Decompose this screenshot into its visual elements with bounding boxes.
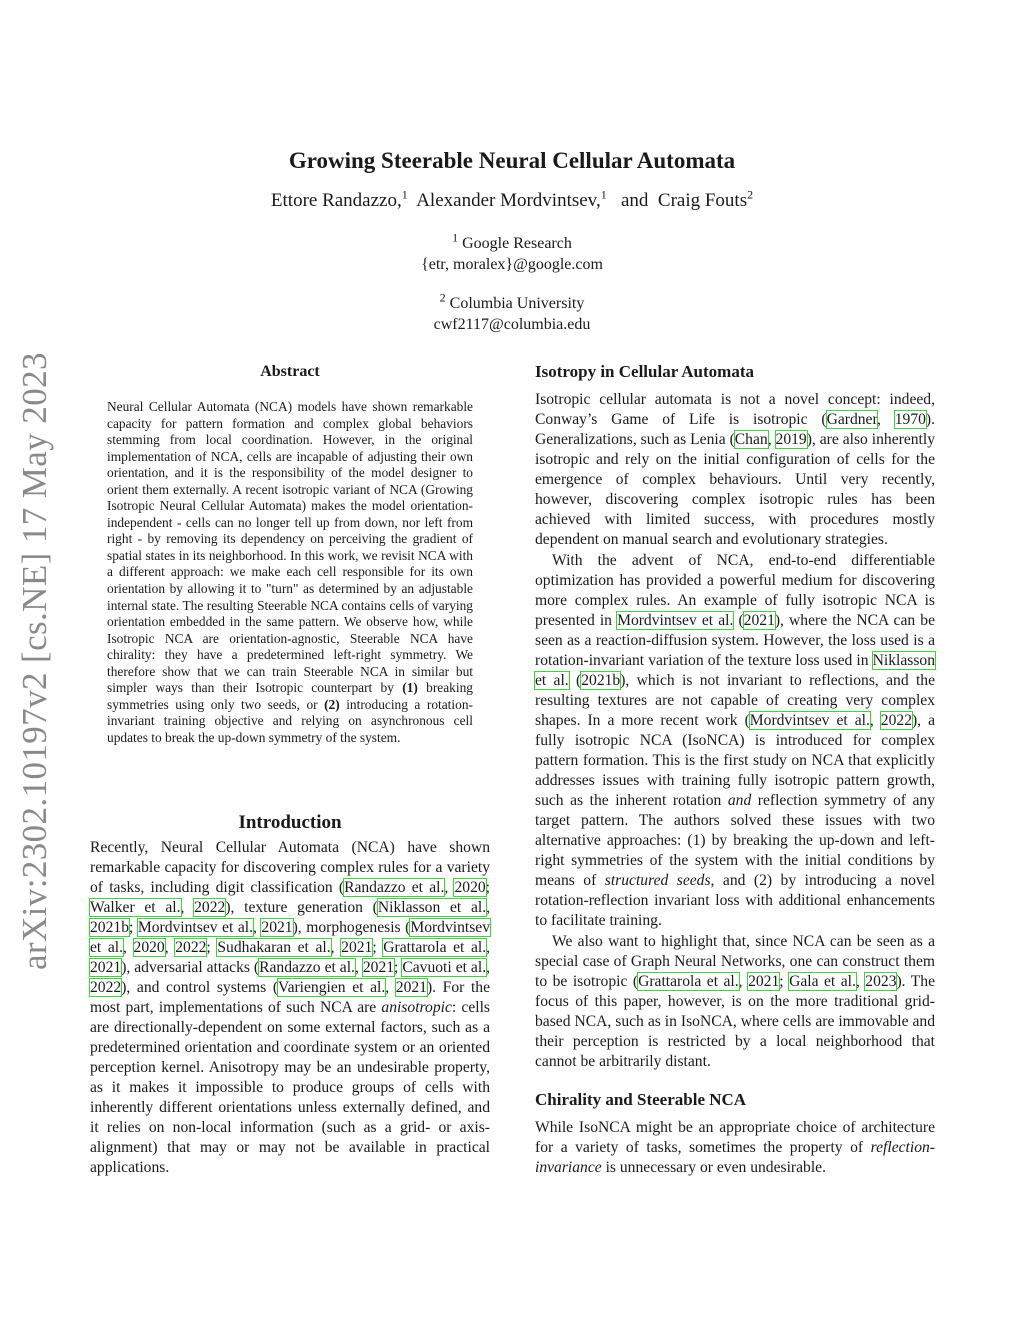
introduction-heading: Introduction — [238, 812, 342, 833]
citation-link[interactable]: Gala et al. — [789, 973, 856, 990]
citation-link[interactable]: 2022 — [880, 712, 912, 729]
affiliation-mark: 2 — [439, 290, 446, 305]
citation-link[interactable]: Chan — [734, 431, 768, 448]
citation-link[interactable]: Grattarola et al. — [383, 939, 487, 956]
affiliation-name: Columbia University — [449, 295, 585, 312]
chirality-heading: Chirality and Steerable NCA — [535, 1090, 747, 1109]
arxiv-identifier: arXiv:2302.10197v2 [cs.NE] 17 May 2023 — [15, 352, 54, 970]
affiliation-email: {etr, moralex}@google.com — [421, 256, 603, 273]
author-name: Craig Fouts — [657, 190, 748, 211]
citation-link[interactable]: Randazzo et al. — [344, 879, 445, 896]
affiliation-mark: 1 — [401, 187, 408, 202]
isotropy-paragraph-3: We also want to highlight that, since NCA can be seen as a special case of Graph Neural Networks, one can construct them to be isotropic (Grattarola et al., 2021; Gala et al., 2023). The focus of this paper, however, is on the more traditional grid-based NCA, such as in IsoNCA, where cells are immovable and their perception is restricted by a local neighborhood that cannot be arbitrarily distant. — [535, 933, 936, 1070]
isotropy-paragraph-2: With the advent of NCA, end-to-end differentiable optimization has provided a powerful medium for discovering more complex rules. An example of fully isotropic NCA is presented in Mordvintsev et al. (2021), where the NCA can be seen as a reaction-diffusion system. However, the loss used is a rotation-invariant variation of the texture loss used in Niklasson et al. (2021b), which is not invariant to reflections, and the resulting textures are not capable of creating very complex shapes. In a more recent work (Mordvintsev et al., 2022), a fully isotropic NCA (IsoNCA) is introduced for complex pattern formation. This is the first study on NCA that explicitly addresses issues with training fully isotropic pattern growth, such as the inherent rotation and reflection symmetry of any target pattern. The authors solved these issues with two alternative approaches: (1) by breaking the up-down and left-right symmetries of the system with the initial conditions by means of structured seeds, and (2) by introducing a novel rotation-reflection invariant loss with additional enhancements to facilitate training. — [535, 552, 936, 929]
isotropy-paragraph-1: Isotropic cellular automata is not a novel concept: indeed, Conway’s Game of Life is isotropic (Gardner, 1970). Generalizations, such as Lenia (Chan, 2019), are also inherently isotropic and rely on the initial configuration of cells for the emergence of complex behaviours. Until very recently, however, discovering complex isotropic rules has been achieved with limited success, with procedures mostly dependent on manual search and evolutionary strategies. — [535, 391, 936, 548]
citation-link[interactable]: Variengien et al. — [278, 979, 386, 996]
affiliation-google — [0, 230, 1024, 275]
citation-link[interactable]: 2021 — [261, 919, 293, 936]
citation-link[interactable]: Randazzo et al. — [259, 959, 355, 976]
affiliation-mark: 1 — [600, 187, 607, 202]
citation-link[interactable]: Mordvintsev et al. — [90, 919, 491, 956]
chirality-paragraph: While IsoNCA might be an appropriate choice of architecture for a variety of tasks, sometimes the property of reflection-invariance is unnecessary or even undesirable. — [535, 1119, 935, 1176]
citation-link[interactable]: Walker et al. — [90, 899, 181, 916]
introduction-paragraph: Recently, Neural Cellular Automata (NCA) have shown remarkable capacity for discovering complex rules for a variety of tasks, including digit classification (Randazzo et al., 2020; Walker et al., 2022), texture generation (Niklasson et al., 2021b; Mordvintsev et al., 2021), morphogenesis (Mordvintsev et al., 2020, 2022; Sudhakaran et al., 2021; Grattarola et al., 2021), adversarial attacks (Randazzo et al., 2021; Cavuoti et al., 2022), and control systems (Variengien et al., 2021). For the most part, implementations of such NCA are anisotropic: cells are directionally-dependent on some external factors, such as a predetermined orientation and coordinate system or an oriented perception kernel. Anisotropy may be an undesirable property, as it makes it impossible to produce groups of cells with inherently different orientations unless externally defined, and it relies on non-local information (such as a grid- or axis-alignment) that may or may not be available in practical applications. — [90, 839, 491, 1176]
citation-link[interactable]: Grattarola et al. — [638, 973, 739, 990]
citation-link[interactable]: 2021 — [395, 979, 427, 996]
citation-link[interactable]: Cavuoti et al. — [402, 959, 487, 976]
citation-link[interactable]: 2021 — [341, 939, 373, 956]
author-list — [0, 187, 1024, 212]
author-conjunction: and — [620, 190, 649, 211]
affiliation-columbia — [0, 290, 1024, 335]
citation-link[interactable]: 2020 — [133, 939, 165, 956]
citation-link[interactable]: 2020 — [454, 879, 486, 896]
citation-link[interactable]: Mordvintsev et al. — [137, 919, 253, 936]
affiliation-name: Google Research — [462, 235, 572, 252]
citation-link[interactable]: 2022 — [194, 899, 226, 916]
paper-title: Growing Steerable Neural Cellular Automata — [288, 148, 736, 173]
isotropy-heading: Isotropy in Cellular Automata — [535, 362, 754, 381]
author-name: Alexander Mordvintsev, — [416, 190, 601, 211]
citation-link[interactable]: 2021 — [743, 612, 775, 629]
citation-link[interactable]: 2021 — [362, 959, 395, 976]
citation-link[interactable]: Niklasson et al. — [535, 652, 935, 689]
abstract-heading: Abstract — [260, 363, 320, 380]
author-name: Ettore Randazzo, — [270, 190, 402, 211]
affiliation-email: cwf2117@columbia.edu — [433, 316, 591, 333]
citation-link[interactable]: Sudhakaran et al. — [217, 939, 331, 956]
citation-link[interactable]: 2021b — [90, 919, 129, 936]
citation-link[interactable]: 2021 — [90, 959, 122, 976]
citation-link[interactable]: 2022 — [175, 939, 207, 956]
citation-link[interactable]: 2022 — [90, 979, 122, 996]
citation-link[interactable]: 2023 — [865, 973, 897, 990]
citation-link[interactable]: 2021 — [748, 973, 780, 990]
citation-link[interactable]: Gardner — [826, 411, 878, 428]
citation-link[interactable]: 1970 — [894, 411, 926, 428]
citation-link[interactable]: Niklasson et al. — [377, 899, 487, 916]
citation-link[interactable]: 2021b — [581, 672, 621, 689]
citation-link[interactable]: Mordvintsev et al. — [617, 612, 734, 629]
citation-link[interactable]: 2019 — [775, 431, 807, 448]
citation-link[interactable]: Mordvintsev et al. — [749, 712, 870, 729]
affiliation-mark: 1 — [452, 230, 459, 245]
affiliation-mark: 2 — [747, 187, 754, 202]
abstract-text: Neural Cellular Automata (NCA) models have shown remarkable capacity for pattern formation and complex global behaviors stemming from local coordination. However, in the original implementation of NCA, cells are incapable of adjusting their own orientation, and it is the responsibility of the model designer to orient them externally. A recent isotropic variant of NCA (Growing Isotropic Neural Cellular Automata) makes the model orientation-independent - cells can no longer tell up from down, nor left from right - by removing its dependency on perceiving the gradient of spatial states in its neighborhood. In this work, we revisit NCA with a different approach: we make each cell responsible for its own orientation by allowing it to "turn" as determined by an adjustable internal state. The resulting Steerable NCA contains cells of varying orientation embedded in the same pattern. We observe how, while Isotropic NCA are orientation-agnostic, Steerable NCA have chirality: they have a predetermined left-right symmetry. We therefore show that we can train Steerable NCA in similar but simpler ways than their Isotropic counterpart by (1) breaking symmetries using only two seeds, or (2) introducing a rotation-invariant training objective and relying on asynchronous cell updates to break the up-down symmetry of the system. — [107, 399, 473, 745]
